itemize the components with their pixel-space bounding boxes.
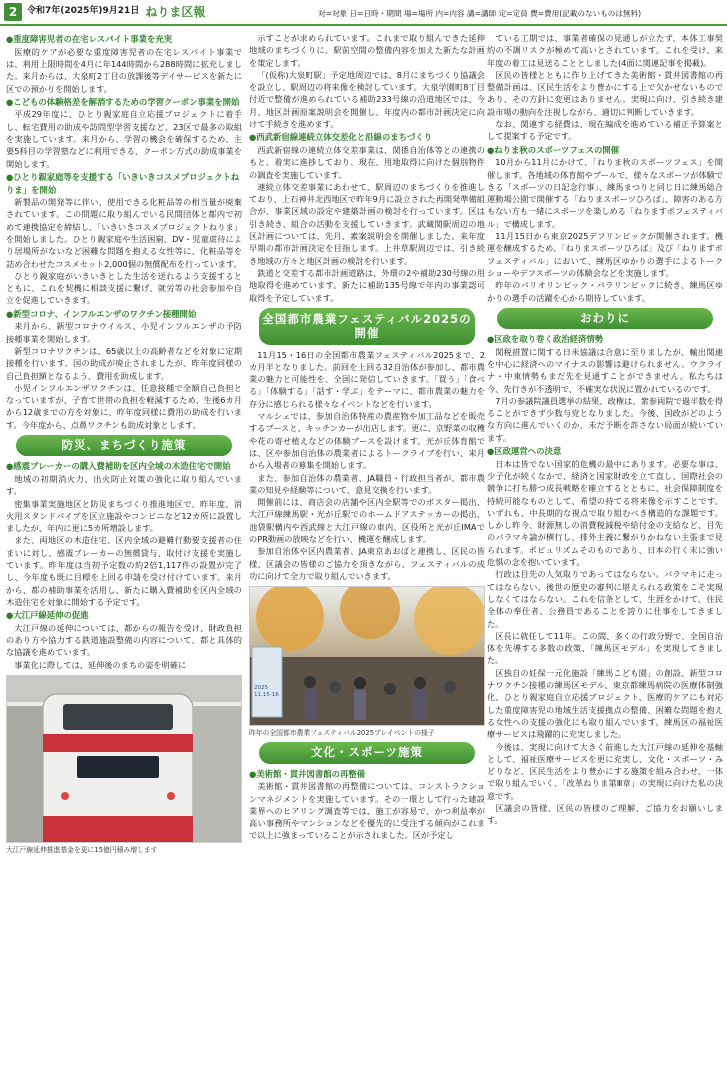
paragraph: 地域の初期消火力、出火防止対策の強化に取り組んでいます。 [6, 473, 242, 497]
paragraph: 新型コロナワクチンは、65歳以上の高齢者などを対象に定期接種を行います。国の助成が廃止されましたが、昨年度同様の自己負担額となるよう、費用を助成します。 [6, 345, 242, 381]
paragraph: 美術館・貫井図書館の再整備については、コンストラクションマネジメントを実施しています。その一環として行った建設業界へのヒアリング調査等では、施工が容易で、かつ利益率が高い事務所やマンションなどを優先的に受注する傾向がこれまで以上に強まっていることが示されました。区が予定し [249, 781, 485, 841]
paragraph: 関税措置に関する日米協議は合意に至りましたが、輸出関連を中心に経済へのマイナスの影響は避けられません。ウクライナ・中東情勢もまだ先を見通すことができません。私たちは今、先行きが不透明で、不確実な状況に置かれているのです。 [487, 346, 723, 394]
paragraph: 新製品の開発等に伴い、使用できる化粧品等の相当量が廃棄されています。この問題に取り組んでいる民間団体と都内で初めて連携協定を締結し、「いきいきコスメプロジェクトねりま」を開始しました。ひとり親家庭や生活困窮、DV・児童虐待により居場所がないなど困難な問題を抱える女性等に、化粧品等を詰め合わせたコスメセット2,000個の無償配布を行っています。 [6, 197, 242, 269]
section-heading: ●こどもの体験格差を解消するための学習クーポン事業を開始 [6, 96, 240, 107]
paragraph: 10月から11月にかけて、「ねりま秋のスポーツフェス」を開催します。各地域の体育館やプールで、様々なスポーツが体験できる「スポーツの日記念行事」、練馬まつりと同じ日に練馬総合運動場公園で開催する「ねりまスポーツひろば」、障害のある方もない方も一緒にスポーツを楽しめる「ねりますポフェスティバル」で構成します。 [487, 157, 723, 229]
paragraph: 今後は、実現に向けて大きく前進した大江戸線の延伸を基軸として、福祉医療サービスを更に充実し、文化・スポーツ・みどりなど、区民生活をより豊かにする施策を組み合わせ、一体で取り組んでいく、「改革ねりま第Ⅲ章」の実現に向けた私の決意です。 [487, 741, 723, 801]
section-heading: ●美術館・貫井図書館の再整備 [249, 768, 366, 779]
paragraph: 密集事業実施地区と防災まちづくり推進地区で、昨年度、消火用スタンドパイプを区立施設やコンビニなど12カ所に設置しましたが、年内に更に5カ所増設します。 [6, 498, 242, 534]
paragraph: 「(仮称)大泉町駅」予定地周辺では、8月にまちづくり協議会を設立し、駅周辺の将来像を検討しています。大泉学園町8丁目付近で整備が進められている補助233号線の沿道地区では、今月、地区計画原案説明会を開催し、年度内の都市計画決定に向けて手続きを進めます。 [249, 69, 485, 130]
festival-illustration [250, 587, 485, 726]
paragraph: 昨年のパリオリンピック・パラリンピックに続き、練馬区ゆかりの選手の活躍を心から期待しています。 [487, 280, 723, 303]
festival-sign: 2025 11.15-16 [254, 685, 279, 698]
paragraph: 7月の参議院議員選挙の結果、政権は、衆参両院で過半数を得ることができず少数与党となりました。今後、国政がどのような方向に進んでいくのか、未だ予断を許さない局面が続いています。 [487, 395, 723, 443]
paragraph: 連続立体交差事業にあわせて、駅周辺のまちづくりを推進しており、上石神井北西地区で昨年9月に設立された再開発準備組合が、事業区域の設定や建築計画の検討を行っています。区は引き続き、組合の活動を支援していきます。武蔵関駅周辺の地区計画については、先月、素案説明会を開催しました。来年度早期の都市計画決定を目指します。上井草駅周辺では、引き続き地域の方々と地区計画の検討を行います。 [249, 181, 485, 266]
paragraph: 事業化に際しては、延伸後のまちの姿を明確に [14, 659, 187, 670]
paragraph: 平成29年度に、ひとり親家庭自立応援プロジェクトに着手し、転宅費用の助成や訪問型学習支援など、23区で最多の取組を実施しています。来月から、学習の機会を確保するため、主要5科目の学習塾などに利用できる、クーポン方式の助成事業を開始します。 [6, 109, 242, 169]
paragraph: 開催前には、商店会の店舗や区内全駅等でのポスター掲出、大江戸線練馬駅・光が丘駅でのホームドアステッカーの掲出、池袋駅構内や西武線と大江戸線の車内、区役所と光が丘IMAでのPR動画の放映などを行い、機運を醸成します。 [249, 497, 485, 545]
column-2 [249, 32, 485, 1080]
paragraph: 区民の皆様とともに作り上げてきた美術館・貫井図書館の再整備計画は、区民生活をより豊かにする上で欠かせないものであり、その方針に変更はありません。実現に向け、引き続き建設市場の動向を注視しながら、適切に判断していきます。 [487, 69, 723, 117]
section-banner: おわりに [497, 308, 713, 329]
issue-date: 令和7年(2025年)9月21日 [27, 6, 140, 17]
symbol-legend: 対=対象 日=日時・期間 場=場所 内=内容 講=講師 定=定員 費=費用(記載のないものは無料) [318, 9, 642, 18]
section-heading: ●新型コロナ、インフルエンザのワクチン接種開始 [6, 308, 197, 319]
train-illustration [7, 676, 242, 843]
paragraph: ひとり親家庭がいきいきとした生活を送れるよう支援するとともに、これを契機に相談支援に繋げ、就労等の社会参加や自立を促進していきます。 [6, 270, 242, 306]
section-heading: ●大江戸線延伸の促進 [6, 610, 89, 621]
section-heading: ●ひとり親家庭等を支援する「いきいきコスメプロジェクトねりま」を開始 [6, 171, 240, 195]
paragraph: 行政は目先の人気取りであってはならない。バラマキに走ってはならない。後世の歴史の審判に堪えられる政策をこそ実現しなくてはならない。これを信条として、生涯をかけて、住民全体の奉仕者、公務員であることを誇りに仕事をしてきました。 [487, 569, 723, 629]
paragraph: 11月15・16日の全国都市農業フェスティバル2025まで、2カ月半となりました。前回を上回る32自治体が参加し、都市農業の魅力と可能性を、全国に発信していきます。「買う」「食べる」「体験する」「話す・学ぶ」をテーマに、都市農業の魅力を存分に感じられる様々なイベントなどを行います。 [249, 349, 485, 409]
paragraph: 区独自の妊保一元化施設「練馬こども園」の創設、新型コロナワクチン接種の練馬区モデル、東京都練馬病院の医療体制強化、ひとり親家庭自立応援プロジェクト、医療的ケアにも対応した重度障害児の地域生活支援拠点の整備、困難な問題を抱える女性への支援の強化にも取り組んでいます。練馬区の福祉医療サービスは飛躍的に充実しました。 [487, 667, 723, 740]
section-heading: ●重度障害児者の在宅レスパイト事業を充実 [6, 34, 173, 44]
paragraph: また、両地区の木造住宅、区内全域の避難行動要支援者の住まいに対し、感震ブレーカーの無償貸与、取付け支援を実施しています。昨年度は当初予定数の約2倍1,117件の設置が完了し、今年度も既に目標を上回る申請を受け付けています。来月から、都の補助事業を活用し、新たに購入費補助を区内全域の木造住宅を対象に開始する予定です。 [6, 535, 242, 607]
paragraph: マルシェでは、参加自治体特産の農産物や加工品などを販売するブースと、キッチンカーが出店します。更に、京野菜の収穫や花の寄せ植えなどの体験ブースを設けます。光が丘体育館では、区や参加自治体の農業者によるトークライブを行い、来月から入場者の募集を開始します。 [249, 411, 485, 471]
festival-photo [249, 586, 485, 726]
subway-train-photo [6, 675, 242, 843]
paragraph: 区議会の皆様、区民の皆様のご理解、ご協力をお願いします。 [487, 803, 723, 826]
section-heading: ●感震ブレーカーの購入費補助を区内全域の木造住宅で開始 [6, 461, 231, 472]
section-heading: ●区政を取り巻く政治経済情勢 [487, 334, 604, 345]
page-number: 2 [4, 3, 22, 21]
section-heading: ●ねりま秋のスポーツフェスの開催 [487, 144, 620, 155]
section-heading: ●区政運営への決意 [487, 446, 562, 457]
section-heading: ●西武新宿線連続立体交差化と沿線のまちづくり [249, 132, 433, 143]
column-1 [6, 32, 242, 1080]
paragraph: 小児インフルエンザワクチンは、任意接種で全額自己負担となっていますが、子育て世帯の負担を軽減するため、生後6カ月から12歳までの方を対象に、昨年度同様に費用の助成を行います。今年度から、点鼻ワクチンも助成対象とします。 [6, 382, 242, 430]
photo-caption: 大江戸線延伸推進基金を更に15億円積み増します [6, 845, 158, 854]
paragraph: 鉄道と交差する都市計画道路は、外環の2や補助230号線の用地取得を進めています。新たに補助135号線で年内の事業認可取得を予定しています。 [249, 267, 485, 303]
paragraph: 大江戸線の延伸については、都からの報告を受け、財政負担のあり方や協力する鉄道施設整備の内容について、都と具体的な協議を進めています。 [6, 622, 242, 658]
publication-name: ねりま区報 [145, 5, 206, 19]
paragraph: 日本は皆でない国家的危機の最中にあります。必要な事は、少子化が続くなかで、経済と国家財政を立て直し、国際社会の競争に打ち勝つ成長戦略を確立するとともに、社会保障制度を持続可能なものとして、希望の持てる将来像を示すことです。いずれも、中長期的な視点で取り組むべき構造的な課題です。しかし昨今、財源無しの消費税減税や給付金の支給など、目先のバラマキ論が横行し、排外主義に繋がりかねない主張まで見られます。ポピュリズムそのものであり、日本の行く末に強い危惧の念を抱いています。 [487, 458, 723, 568]
section-banner: 防災、まちづくり施策 [16, 435, 232, 456]
paragraph: 区長に就任して11年。この間、多くの行政分野で、全国自治体を先導する多数の政策、「練馬区モデル」を実現してきました。 [487, 630, 723, 666]
paragraph: また、参加自治体の農業者、JA職員・行政担当者が、都市農業の知見や経験等について、意見交換を行います。 [249, 472, 485, 495]
paragraph: 医療的ケアが必要な重度障害児者の在宅レスパイト事業では、利用上限時間を4月に年144時間から288時間に拡充しました。来月からは、大泉町2丁目の放課後等デイサービスを新たに区での預かりを開始します。 [6, 46, 242, 94]
paragraph: 来月から、新型コロナウイルス、小児インフルエンザの予防接種事業を開始します。 [6, 321, 242, 344]
page-header [0, 0, 727, 26]
paragraph: 西武新宿線の連続立体交差事業は、関係自治体等との連携のもと、着実に進捗しており、現在、用地取得に向けた個別物件の調査を実施しています。 [249, 144, 485, 180]
column-3 [487, 32, 723, 1080]
photo-caption: 昨年の全国都市農業フェスティバル2025プレイベントの様子 [249, 729, 435, 738]
section-banner: 文化・スポーツ施策 [259, 742, 475, 763]
paragraph: 11月15日から東京2025デフリンピックが開催されます。機運を醸成するため、「ねりまスポーツひろば」及び「ねりますポフェスティバル」において、練馬区ゆかりの選手によるトークショーやデフスポーツの体験会などを実施します。 [487, 231, 723, 278]
section-banner: 全国都市農業フェスティバル2025の開催 [259, 308, 475, 345]
paragraph: ている工期では、事業者確保の見通しが立たず、本体工事契約の不調リスクが極めて高いとされています。これを受け、来年度の着工は見送ることとしました(4面に関連記事を掲載)。 [487, 33, 723, 68]
paragraph: 参加自治体や区内農業者、JA東京あおばと連携し、区民の皆様、区議会の皆様のご協力を頂きながら、フェスティバルの成功に向けて全力で取り組んでいきます。 [249, 546, 485, 581]
paragraph: なお、関連する経費は、現在編成を進めている補正予算案として提案する予定です。 [487, 119, 723, 142]
paragraph: 示すことが求められています。これまで取り組んできた延伸地域のまちづくりに、駅前空間の整備内容を加えた新たな計画を策定します。 [249, 33, 485, 68]
